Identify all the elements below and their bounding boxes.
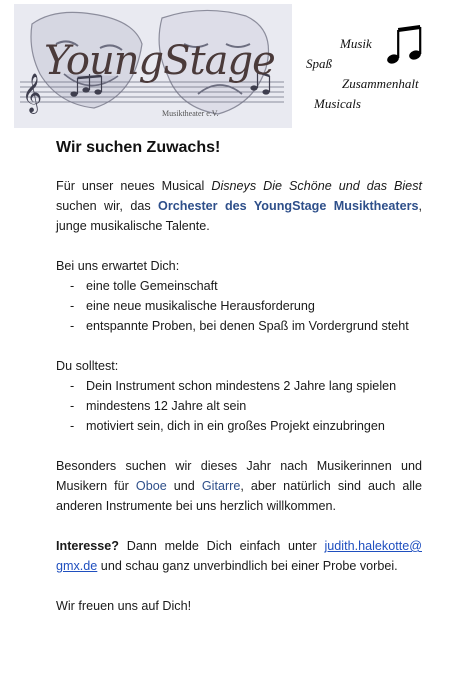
- interest-text-1: Dann melde Dich einfach unter: [119, 539, 325, 553]
- tag-spass: Spaß: [306, 56, 332, 71]
- list-item: - eine neue musikalische Herausforderung: [70, 296, 422, 316]
- search-paragraph: [56, 456, 422, 516]
- intro-text-2: suchen wir, das: [56, 199, 159, 213]
- flyer-content: [56, 132, 422, 616]
- intro-paragraph: [56, 176, 422, 236]
- expect-list: [56, 276, 422, 336]
- tag-musik: Musik: [340, 36, 372, 51]
- orchestra-name: Orchester des YoungStage Musiktheaters: [158, 199, 419, 213]
- should-list: [56, 376, 422, 436]
- interest-label: Interesse?: [56, 539, 119, 553]
- svg-text:𝄞: 𝄞: [22, 73, 43, 113]
- search-text-1: Besonders suchen wir dieses Jahr nach Musikerinnen und Musikern für: [56, 459, 422, 493]
- list-item: - motiviert sein, dich in ein großes Projekt einzubringen: [70, 416, 422, 436]
- list-item: - Dein Instrument schon mindestens 2 Jahre lang spielen: [70, 376, 422, 396]
- intro-text-1: Für unser neues Musical: [56, 179, 212, 193]
- logo-title: YoungStage: [44, 38, 275, 84]
- interest-paragraph: [56, 536, 422, 576]
- interest-text-2: und schau ganz unverbindlich bei einer Probe vorbei.: [97, 559, 398, 573]
- tag-musicals: Musicals: [314, 96, 361, 111]
- list-item: - eine tolle Gemeinschaft: [70, 276, 422, 296]
- expect-heading: Bei uns erwartet Dich:: [56, 259, 180, 273]
- intro-text-3: , junge musikalische Talente.: [56, 199, 422, 233]
- tag-zusammenhalt: Zusammenhalt: [342, 76, 419, 91]
- instrument-gitarre: Gitarre: [201, 479, 241, 493]
- should-heading: Du solltest:: [56, 359, 119, 373]
- headline: Wir suchen Zuwachs!: [56, 139, 221, 156]
- music-notes-icon: [386, 24, 424, 66]
- list-item: - entspannte Proben, bei denen Spaß im Vordergrund steht: [70, 316, 422, 336]
- logo-subtitle: Musiktheater e.V.: [162, 109, 219, 118]
- search-text-and: und: [166, 479, 202, 493]
- instrument-oboe: Oboe: [135, 479, 167, 493]
- search-text-2: , aber natürlich sind auch alle anderen Instrumente bei uns herzlich willkommen.: [56, 479, 422, 513]
- list-item: - mindestens 12 Jahre alt sein: [70, 396, 422, 416]
- closing-line: Wir freuen uns auf Dich!: [56, 599, 192, 613]
- contact-email-link[interactable]: judith.halekotte@ gmx.de: [56, 539, 422, 573]
- musical-title: Disneys Die Schöne und das Biest: [211, 179, 422, 193]
- youngstage-logo: [14, 4, 292, 128]
